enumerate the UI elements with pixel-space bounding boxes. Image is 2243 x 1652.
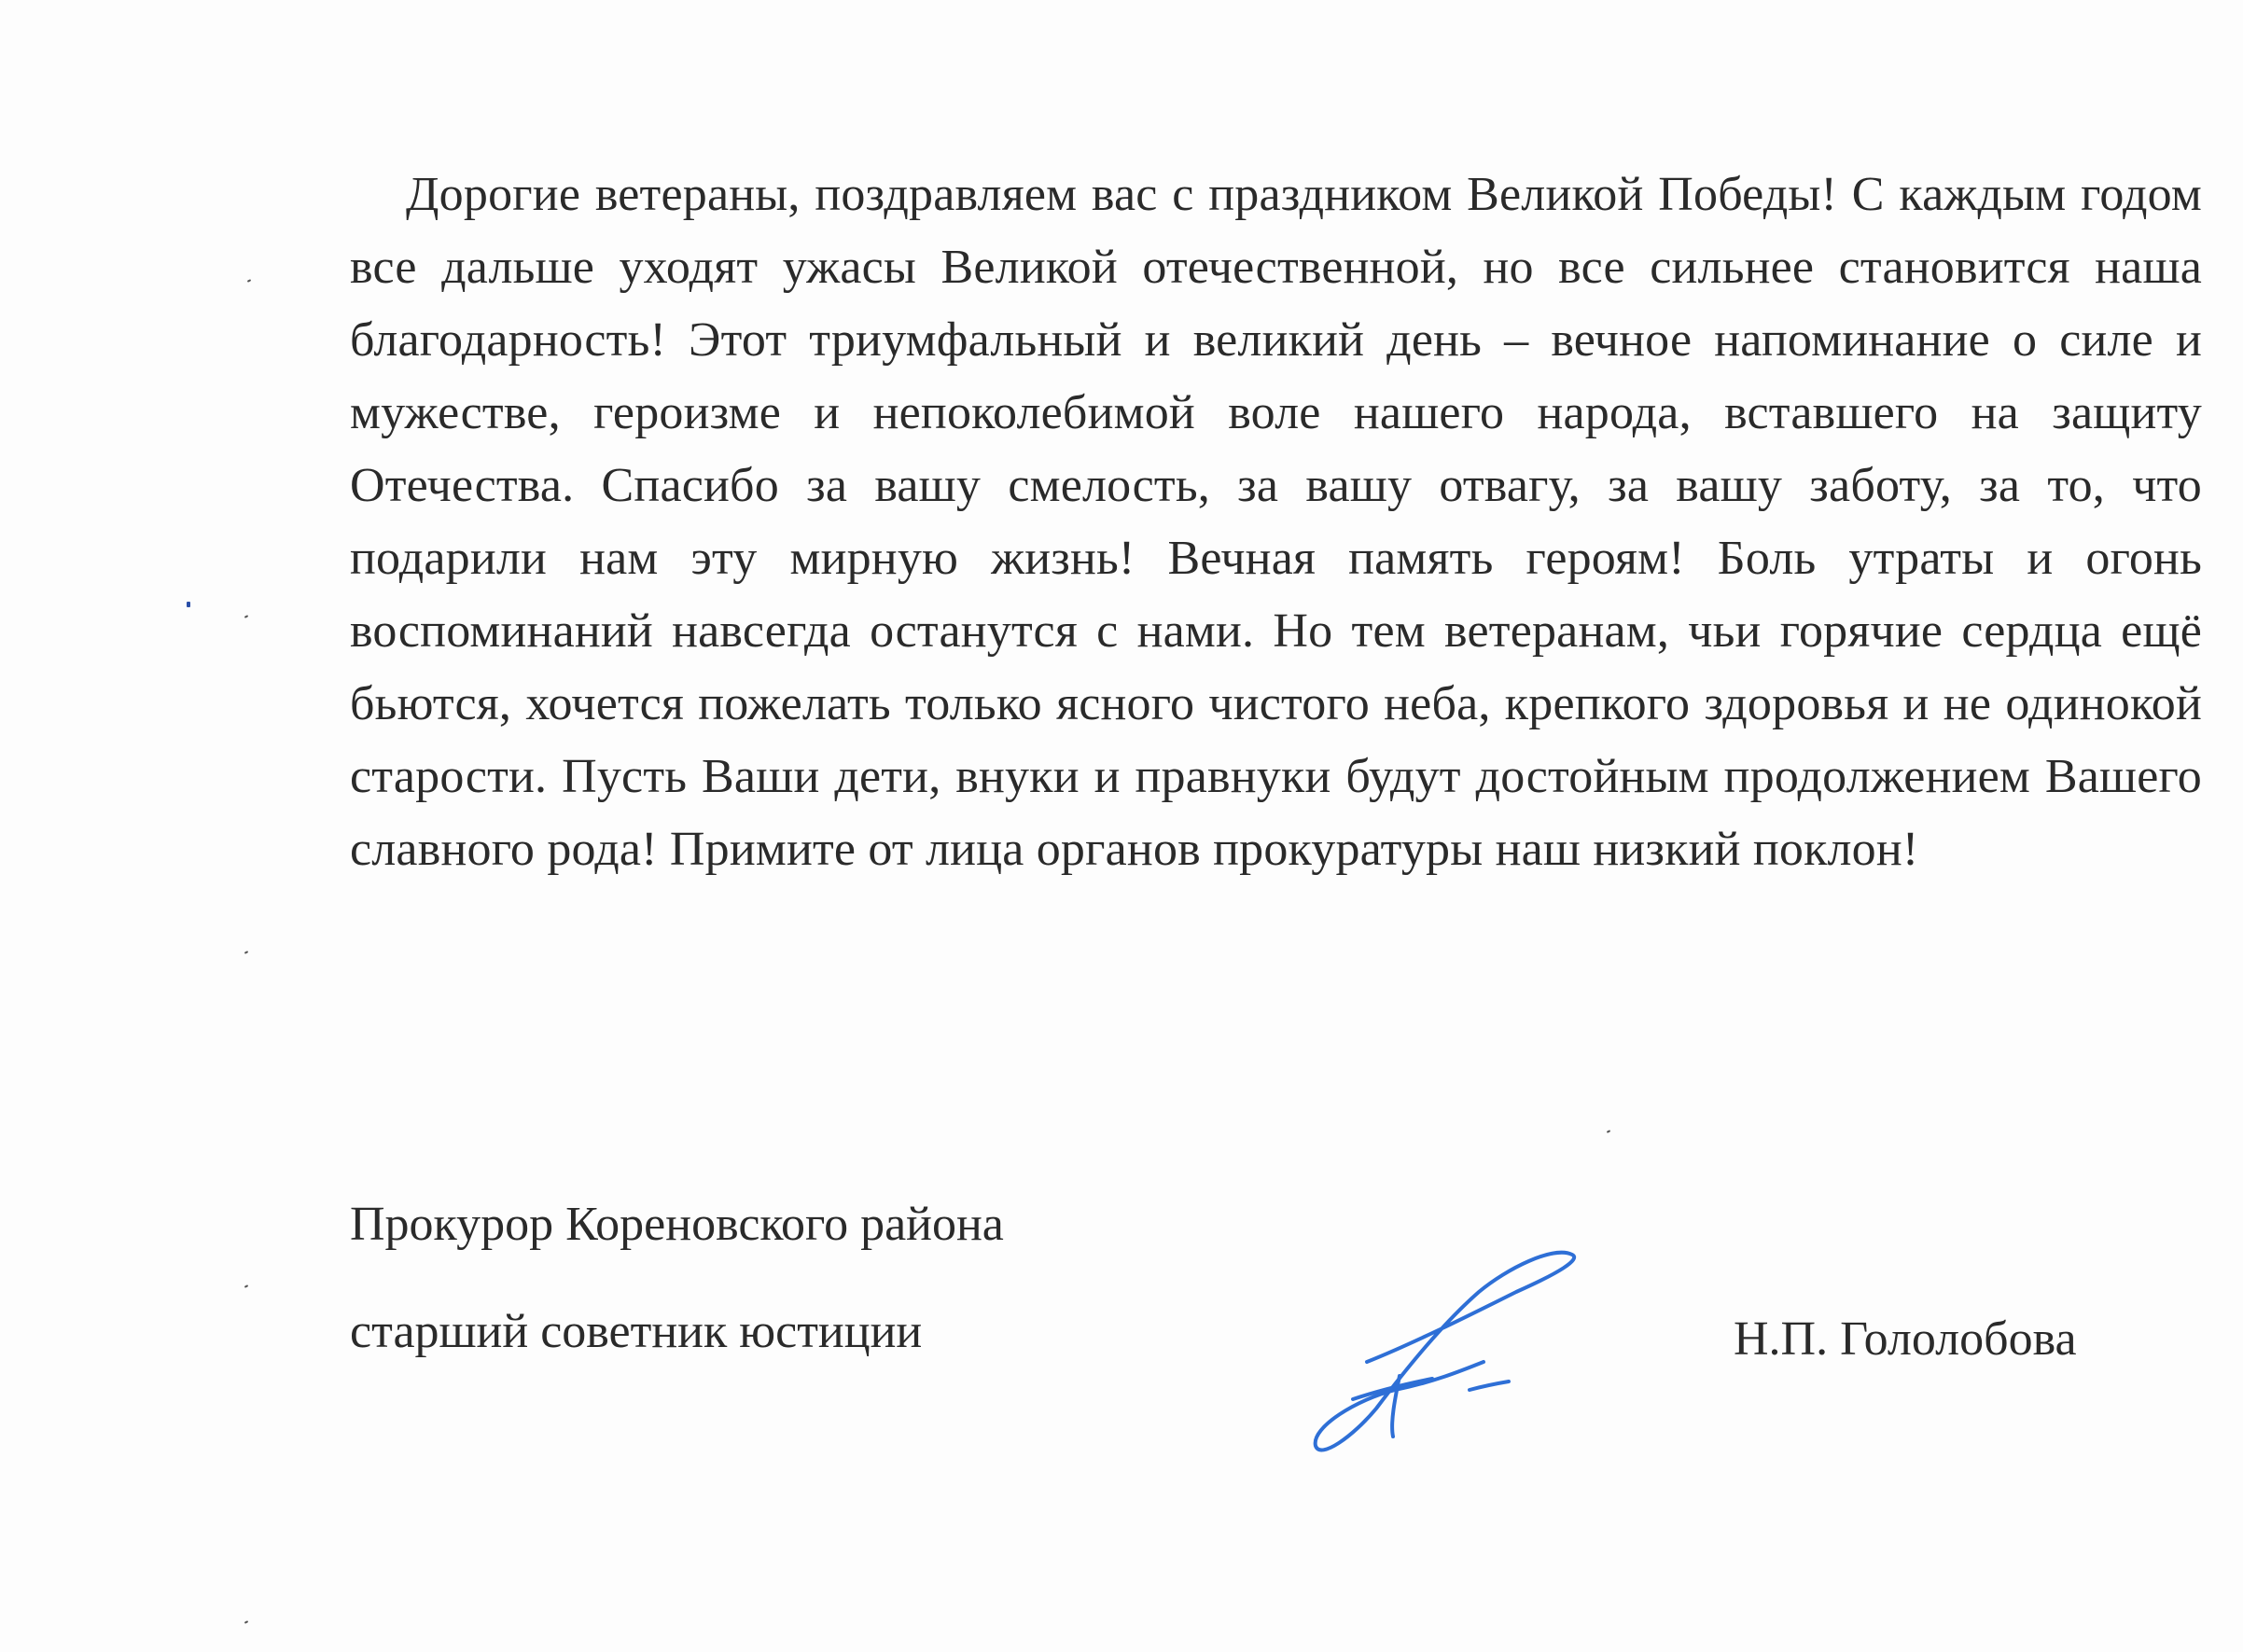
scan-speck: [247, 279, 251, 283]
signature-stroke: [1316, 1253, 1575, 1451]
letter-body: Дорогие ветераны, поздравляем вас с праздником Великой Победы! С каждым годом все дальше уходят ужасы Великой отечественной, но все сильнее становится наша благодарность! Этот триумфальный и великий день – вечное напоминание о силе и мужестве, героизме и непоколебимой воле нашего народа, вставшего на защиту Отечества. Спасибо за вашу смелость, за вашу отвагу, за вашу заботу, за то, что подарили нам эту мирную жизнь! Вечная память героям! Боль утраты и огонь воспоминаний навсегда останутся с нами. Но тем ветеранам, чьи горячие сердца ещё бьются, хочется пожелать только ясного чистого неба, крепкого здоровья и не одинокой старости. Пусть Ваши дети, внуки и правнуки будут достойным продолжением Вашего славного рода! Примите от лица органов прокуратуры наш низкий поклон!: [350, 168, 2202, 876]
scan-speck: [187, 602, 190, 607]
signer-name: Н.П. Гололобова: [1734, 1312, 2077, 1366]
scan-speck: [244, 615, 248, 618]
scan-speck: [244, 1284, 248, 1288]
scan-speck: [244, 1620, 248, 1624]
signature-stroke: [1353, 1379, 1432, 1399]
scan-speck: [1607, 1130, 1610, 1133]
signer-position: Прокурор Кореновского района: [350, 1198, 1004, 1251]
signer-rank: старший советник юстиции: [350, 1305, 923, 1358]
scan-speck: [244, 951, 248, 954]
signature-stroke: [1470, 1381, 1509, 1390]
handwritten-signature: [1302, 1250, 1600, 1465]
